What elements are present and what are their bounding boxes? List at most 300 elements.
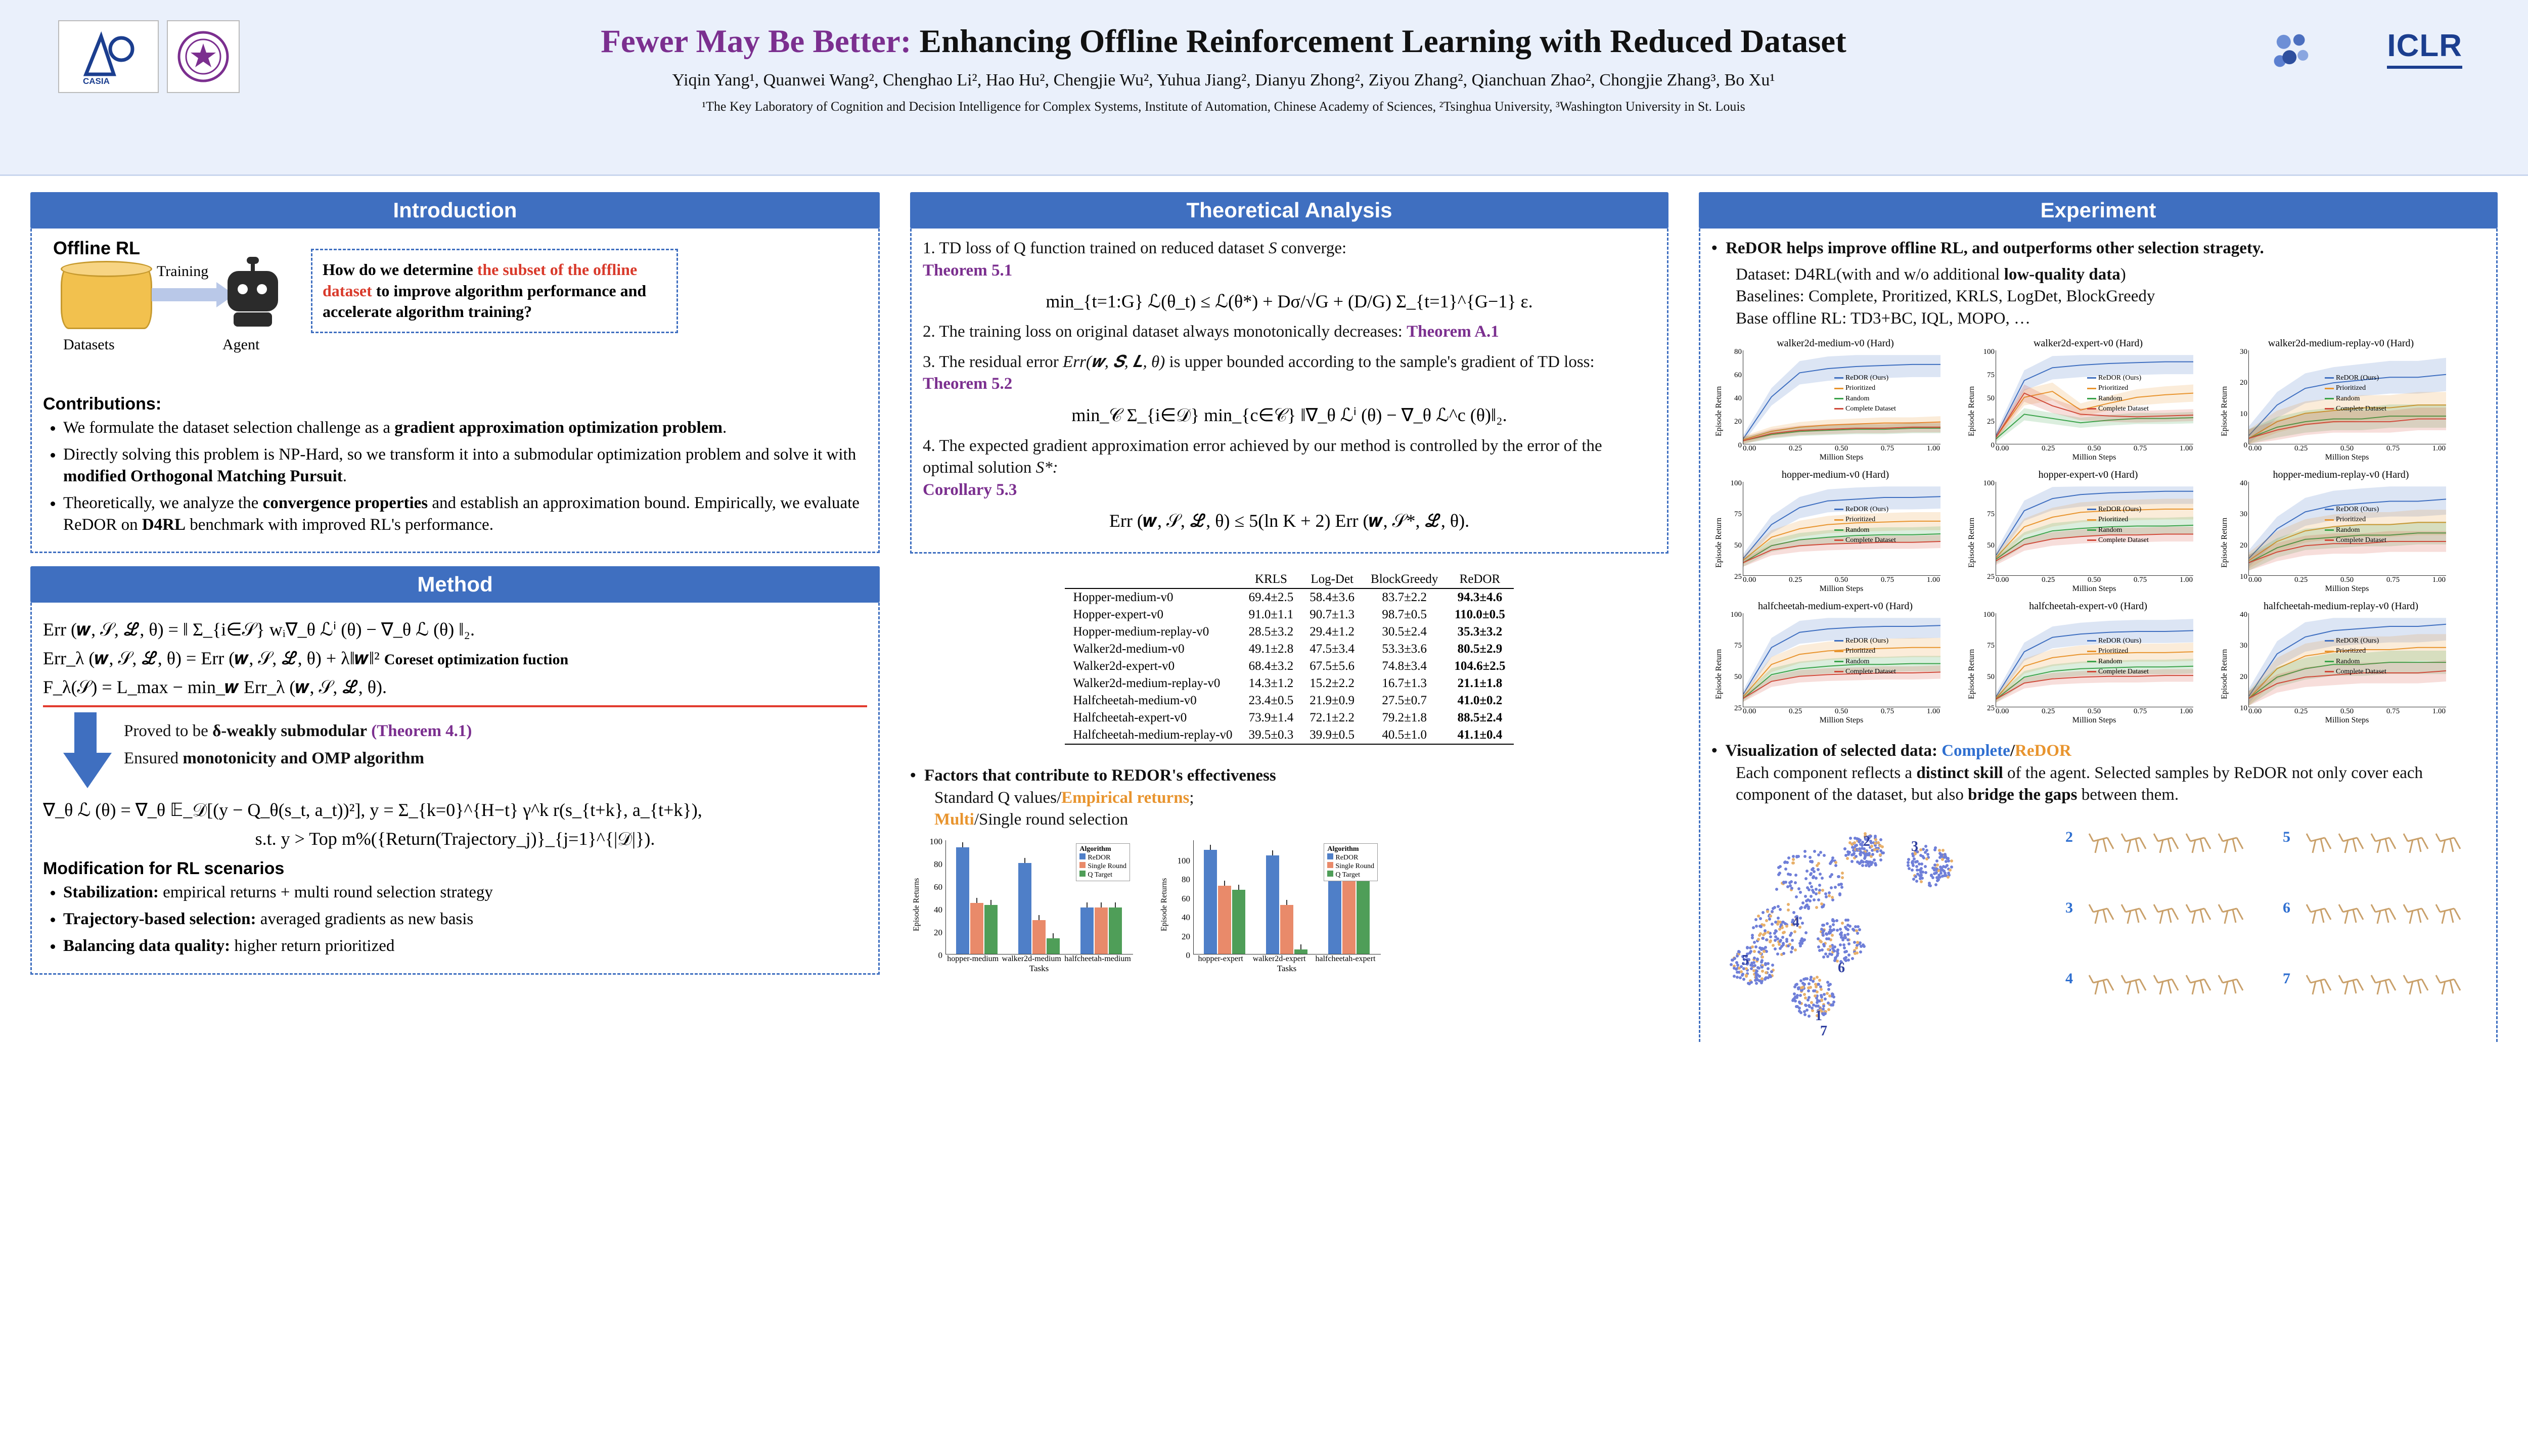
table-cell: 53.3±3.6 — [1382, 642, 1427, 656]
x-tick-labels — [2248, 707, 2446, 716]
x-tick: 0.00 — [1743, 707, 1756, 716]
scatter-point — [1852, 928, 1855, 931]
scatter-point — [1918, 862, 1921, 866]
x-tick: 1.00 — [1926, 444, 1940, 453]
scatter-point — [1773, 906, 1776, 909]
scatter-point — [1766, 910, 1769, 913]
x-tick: 0.25 — [2294, 444, 2308, 453]
proved-line — [124, 720, 867, 743]
y-tick-labels — [1727, 347, 1742, 449]
table-cell: 73.9±1.4 — [1248, 711, 1294, 725]
scatter-point — [1815, 906, 1818, 909]
col-head-3: BlockGreedy — [1363, 571, 1446, 588]
scatter-point — [1761, 956, 1764, 959]
scatter-point — [1935, 868, 1938, 871]
legend-item: Complete Dataset — [1834, 404, 1896, 414]
training-arrow-icon — [152, 288, 217, 301]
scatter-point — [1871, 853, 1874, 856]
x-tick: hopper-expert — [1198, 954, 1243, 964]
legend-item: Random — [2325, 394, 2386, 404]
legend-item: ReDOR — [1079, 853, 1126, 862]
legend-item: Single Round — [1327, 862, 1374, 871]
scatter-point — [1859, 861, 1862, 864]
results-table — [1065, 571, 1513, 745]
scatter-point — [1846, 857, 1849, 860]
x-tick: 1.00 — [2432, 444, 2446, 453]
x-tick: 0.50 — [1834, 444, 1848, 453]
theory-item-4-symbol: S*: — [1035, 459, 1058, 477]
scatter-point — [1818, 891, 1821, 894]
scatter-point — [1752, 969, 1755, 972]
scatter-point — [1832, 1000, 1835, 1004]
dataset-post: ) — [2120, 265, 2126, 284]
section-header-method: Method — [30, 566, 880, 603]
scatter-point — [1920, 880, 1923, 883]
scatter-point — [1844, 926, 1847, 929]
scatter-point — [1907, 861, 1910, 864]
factors-bullet: • Factors that contribute to REDOR's effectiveness — [910, 766, 1276, 785]
scatter-point — [1824, 1012, 1827, 1015]
scatter-point — [1874, 842, 1877, 845]
proved-bold: δ-weakly submodular — [212, 722, 367, 741]
x-tick-labels — [1743, 444, 1940, 453]
table-cell: 21.1±1.8 — [1457, 676, 1503, 691]
legend-item: Prioritized — [2087, 646, 2149, 656]
scatter-point — [1831, 896, 1834, 899]
y-tick-labels — [1979, 479, 1995, 581]
y-tick-labels — [1175, 840, 1190, 961]
legend-item: Complete Dataset — [2325, 404, 2386, 414]
scatter-point — [1926, 853, 1929, 856]
learning-curve-chart — [1964, 338, 2212, 464]
y-tick: 80 — [1734, 347, 1742, 356]
theory-body — [910, 229, 1668, 554]
experiment-bullet-1-text: ReDOR helps improve offline RL, and outperforms other selection stragety. — [1726, 239, 2264, 257]
scatter-point — [1947, 872, 1950, 875]
table-row — [1065, 606, 1513, 623]
chart-plot-area — [945, 840, 1133, 954]
scatter-point — [1805, 899, 1808, 902]
x-tick: 0.00 — [2248, 444, 2262, 453]
scatter-point — [1739, 976, 1742, 979]
learning-curve-chart — [1711, 601, 1959, 727]
table-cell: 23.4±0.5 — [1248, 694, 1294, 708]
x-axis-label: Million Steps — [2325, 716, 2369, 725]
scatter-point — [1849, 837, 1852, 840]
scatter-point — [1916, 869, 1919, 872]
scatter-point — [1830, 886, 1833, 889]
x-axis-label: Million Steps — [2072, 453, 2116, 462]
scatter-point — [1822, 943, 1825, 946]
scatter-point — [1832, 995, 1835, 998]
vis-text-b1: distinct skill — [1916, 763, 2003, 782]
scatter-point — [1782, 881, 1785, 884]
method-equation-4: ∇_θ ℒ (θ) = ∇_θ 𝔼_𝒟[(y − Q_θ(s_t, a_t))²], y = Σ_{k=0}^{H−t} γ^k r(s_{t+k}, a_{t+k}), — [43, 800, 702, 821]
scatter-point — [1846, 933, 1849, 936]
scatter-point — [1842, 943, 1845, 946]
scatter-point — [1851, 957, 1854, 960]
scatter-point — [1820, 988, 1823, 991]
sketch-label: 5 — [2283, 828, 2290, 845]
scatter-point — [1827, 988, 1830, 991]
y-tick: 80 — [934, 859, 942, 870]
legend-item: ReDOR (Ours) — [2325, 636, 2386, 646]
y-tick: 0 — [2243, 441, 2247, 449]
table-cell: 74.8±3.4 — [1382, 659, 1427, 673]
col-head-0 — [1065, 571, 1240, 588]
scatter-point — [1755, 925, 1758, 928]
x-tick: 0.00 — [1743, 576, 1756, 584]
scatter-point — [1846, 919, 1849, 922]
callout-post: to improve algorithm performance and accelerate algorithm training? — [323, 281, 647, 321]
row-label: Walker2d-medium-replay-v0 — [1073, 676, 1221, 691]
sketch-label: 2 — [2065, 828, 2073, 845]
scatter-point — [1777, 873, 1780, 876]
scatter-point — [1761, 970, 1764, 973]
scatter-point — [1831, 919, 1834, 922]
table-cell: 69.4±2.5 — [1241, 588, 1302, 606]
scatter-point — [1818, 949, 1821, 952]
row-label: Hopper-medium-replay-v0 — [1073, 625, 1209, 639]
scatter-point — [1941, 858, 1944, 861]
sketch-label: 6 — [2283, 899, 2290, 916]
scatter-point — [1794, 948, 1797, 951]
scatter-point — [1819, 873, 1822, 876]
scatter-point — [1800, 986, 1803, 989]
table-cell: 41.1±0.4 — [1446, 726, 1513, 744]
scatter-point — [1944, 853, 1947, 856]
vis-complete-label: Complete — [1942, 742, 2010, 760]
scatter-point — [1931, 876, 1934, 879]
scatter-point — [1879, 838, 1882, 841]
y-tick-labels — [1979, 347, 1995, 449]
scatter-point — [1879, 844, 1882, 847]
scatter-point — [1944, 872, 1947, 875]
scatter-point — [1810, 885, 1813, 888]
row-label: Halfcheetah-medium-replay-v0 — [1065, 726, 1240, 744]
legend-item: Prioritized — [1834, 646, 1896, 656]
chart-plot-area — [1996, 350, 2193, 444]
legend-item: ReDOR (Ours) — [1834, 636, 1896, 646]
scatter-point — [1942, 865, 1945, 868]
scatter-point — [1763, 924, 1766, 927]
scatter-point — [1807, 989, 1810, 992]
chart-plot-area — [2248, 482, 2446, 576]
table-row — [1065, 726, 1513, 744]
legend-item: Random — [1834, 525, 1896, 535]
y-tick: 100 — [1730, 610, 1742, 619]
y-axis-label: Episode Return — [2220, 649, 2229, 700]
theory-item-4 — [923, 435, 1656, 502]
y-tick: 50 — [1987, 394, 1995, 403]
y-tick: 25 — [1734, 704, 1742, 712]
chart-plot-area — [1996, 613, 2193, 707]
experiment-bullet-1: • ReDOR helps improve offline RL, and outperforms other selection stragety. — [1711, 239, 2264, 257]
tsne-scatter-plot — [1711, 813, 2065, 1039]
row-label: Halfcheetah-expert-v0 — [1073, 711, 1187, 725]
method-equation-2 — [43, 648, 867, 669]
scatter-point — [1767, 967, 1770, 970]
scatter-point — [1912, 864, 1915, 867]
legend-item: ReDOR (Ours) — [2087, 373, 2149, 383]
scatter-point — [1815, 892, 1818, 895]
table-cell: 80.5±2.9 — [1457, 642, 1503, 656]
section-header-introduction: Introduction — [30, 192, 880, 229]
scatter-point — [1803, 855, 1807, 858]
experiment-body — [1699, 229, 2498, 1042]
theory-item-2 — [923, 321, 1656, 343]
scatter-point — [1822, 1005, 1825, 1008]
method-body — [30, 603, 880, 975]
scatter-point — [1816, 864, 1819, 867]
scatter-point — [1858, 928, 1861, 931]
scatter-point — [1812, 989, 1815, 992]
scatter-point — [1799, 994, 1802, 997]
y-tick: 30 — [2240, 347, 2247, 356]
scatter-point — [1847, 942, 1850, 945]
legend-item: ReDOR (Ours) — [2325, 373, 2386, 383]
y-axis-label: Episode Return — [1967, 386, 1976, 437]
x-tick: 1.00 — [1926, 576, 1940, 584]
scatter-point — [1768, 918, 1771, 921]
scatter-point — [1816, 1001, 1819, 1004]
table-row — [1065, 709, 1513, 726]
y-axis-label: Episode Return — [2220, 386, 2229, 437]
y-tick: 50 — [1734, 541, 1742, 550]
scatter-point — [1794, 983, 1797, 986]
scatter-point — [1792, 858, 1795, 861]
legend-item: Prioritized — [2087, 515, 2149, 525]
scatter-point — [1818, 884, 1821, 887]
x-axis-label: Million Steps — [2325, 584, 2369, 594]
theory-item-1-post: converge: — [1277, 239, 1347, 257]
legend-item: ReDOR — [1327, 853, 1374, 862]
y-tick: 25 — [1987, 704, 1995, 712]
chart-legend — [2325, 373, 2386, 414]
chart-plot-area — [1743, 613, 1940, 707]
x-tick: 0.25 — [2041, 444, 2055, 453]
scatter-point — [1753, 964, 1756, 967]
scatter-point — [1790, 932, 1793, 935]
x-tick-labels — [1996, 707, 2193, 716]
scatter-point — [1950, 866, 1953, 869]
theory-item-1-pre: 1. TD loss of Q function trained on reduced dataset — [923, 239, 1269, 257]
theory-equation-1: min_{t=1:G} ℒ(θ_t) ≤ ℒ(θ*) + Dσ/√G + (D/G) Σ_{t=1}^{G−1} ε. — [1046, 291, 1533, 312]
scatter-point — [1792, 911, 1795, 914]
y-tick: 75 — [1987, 371, 1995, 379]
x-tick: 0.50 — [2087, 576, 2101, 584]
skill-sketch-panel — [2065, 813, 2480, 1031]
scatter-point — [1934, 872, 1937, 875]
scatter-point — [1782, 952, 1785, 955]
scatter-point — [1784, 868, 1787, 871]
learning-curve-chart — [1964, 601, 2212, 727]
training-label: Training — [157, 263, 209, 280]
scatter-point — [1747, 982, 1750, 985]
sketch-label: 3 — [2065, 899, 2073, 916]
scatter-point — [1813, 870, 1816, 873]
coreset-label: Coreset optimization fuction — [384, 651, 569, 668]
factor-1-em: Empirical returns — [1061, 788, 1190, 807]
scatter-point — [1828, 932, 1831, 935]
method-equation-5: s.t. y > Top m%({Return(Trajectory_j)}_{j=1}^{|𝒟|}). — [255, 829, 655, 849]
section-header-theory: Theoretical Analysis — [910, 192, 1668, 229]
scatter-point — [1879, 853, 1882, 856]
scatter-point — [1908, 867, 1911, 870]
scatter-point — [1839, 928, 1842, 931]
x-tick: 0.50 — [2087, 444, 2101, 453]
scatter-point — [1774, 929, 1777, 932]
x-tick: 0.75 — [1880, 444, 1894, 453]
chart-title: hopper-medium-replay-v0 (Hard) — [2273, 469, 2409, 481]
table-cell: 30.5±2.4 — [1382, 625, 1427, 639]
y-tick-labels — [1727, 479, 1742, 581]
scatter-point — [1829, 925, 1832, 928]
scatter-point — [1826, 922, 1829, 925]
chart-plot-area — [1743, 350, 1940, 444]
scatter-point — [1751, 945, 1754, 948]
scatter-point — [1769, 940, 1772, 943]
table-cell: 16.7±1.3 — [1382, 676, 1427, 691]
scatter-point — [1928, 884, 1931, 887]
scatter-point — [1776, 923, 1779, 926]
scatter-point — [1911, 869, 1914, 872]
y-tick: 100 — [929, 837, 942, 847]
scatter-point — [1776, 952, 1779, 956]
method-equation-3: F_λ(𝒮) = L_max − min_𝒘 Err_λ (𝒘, 𝒮, ℒ, θ). — [43, 677, 387, 698]
scatter-point — [1911, 861, 1914, 864]
scatter-point — [1777, 866, 1780, 869]
scatter-point — [1861, 864, 1864, 867]
scatter-point — [1804, 931, 1808, 934]
scatter-point — [1804, 877, 1808, 880]
scatter-point — [1803, 993, 1806, 996]
learning-curve-chart — [2217, 601, 2465, 727]
scatter-point — [1913, 857, 1916, 860]
table-cell: 90.7±1.3 — [1310, 608, 1355, 622]
sketch-label: 4 — [2065, 970, 2073, 987]
y-tick: 80 — [1182, 875, 1190, 885]
table-cell: 15.2±2.2 — [1310, 676, 1355, 691]
scatter-point — [1837, 875, 1840, 878]
legend-item: Random — [2325, 525, 2386, 535]
scatter-point — [1769, 935, 1772, 938]
scatter-point — [1735, 961, 1738, 964]
scatter-point — [1829, 983, 1832, 986]
scatter-point — [1839, 883, 1842, 886]
scatter-point — [1939, 853, 1943, 856]
y-tick: 0 — [1738, 441, 1742, 449]
experiment-bullet-2: • Visualization of selected data: Complete/ReDOR — [1711, 742, 2071, 760]
y-tick: 30 — [2240, 510, 2247, 519]
scatter-point — [1767, 962, 1770, 965]
factor-line-1 — [934, 787, 1668, 809]
x-axis-label: Million Steps — [1819, 584, 1864, 594]
chart-legend — [1834, 505, 1896, 545]
vis-text-pre: Each component reflects a — [1736, 763, 1917, 782]
legend-item: Random — [1834, 394, 1896, 404]
chart-legend — [2087, 373, 2149, 414]
scatter-point — [1733, 975, 1736, 978]
chart-legend — [1834, 373, 1896, 414]
scatter-point — [1769, 915, 1772, 918]
col-head-4: ReDOR — [1446, 571, 1513, 588]
conference-name: ICLR — [2387, 28, 2462, 69]
section-header-experiment: Experiment — [1699, 192, 2498, 229]
scatter-point — [1808, 996, 1811, 999]
scatter-point — [1863, 945, 1866, 948]
y-axis-label: Episode Returns — [912, 878, 921, 932]
bar-chart-medium — [910, 837, 1148, 992]
table-row — [1065, 641, 1513, 658]
scatter-point — [1755, 982, 1758, 985]
y-tick: 100 — [1983, 610, 1995, 619]
scatter-point — [1950, 859, 1953, 862]
scatter-point — [1871, 861, 1874, 864]
scatter-point — [1824, 892, 1827, 895]
scatter-point — [1864, 855, 1867, 858]
method-equation-1: Err (𝒘, 𝒮, ℒ, θ) = ‖ Σ_{i∈𝒮} wᵢ∇_θ ℒⁱ (θ) − ∇_θ ℒ (θ) ‖₂. — [43, 619, 475, 640]
ensured-pre: Ensured — [124, 749, 183, 767]
x-tick: 0.25 — [2294, 576, 2308, 584]
chart-legend — [2325, 636, 2386, 677]
y-tick: 100 — [1730, 479, 1742, 487]
scatter-point — [1817, 945, 1820, 948]
scatter-point — [1805, 870, 1809, 873]
scatter-point — [1787, 944, 1790, 947]
scatter-point — [1829, 875, 1832, 878]
iclr-logo-icon — [2272, 30, 2311, 69]
scatter-point — [1808, 982, 1811, 985]
scatter-point — [1916, 873, 1919, 876]
ensured-line — [124, 748, 867, 770]
scatter-point — [1915, 880, 1918, 883]
cluster-number: 3 — [1911, 838, 1918, 854]
y-axis-label: Episode Return — [2220, 518, 2229, 568]
y-tick: 40 — [1734, 394, 1742, 403]
y-axis-label: Episode Return — [1714, 518, 1723, 568]
y-tick: 20 — [1734, 418, 1742, 426]
table-cell: 72.1±2.2 — [1310, 711, 1355, 725]
x-tick: 0.25 — [2041, 576, 2055, 584]
scatter-point — [1824, 997, 1827, 1000]
theory-item-2-text: 2. The training loss on original dataset always monotonically decreases: — [923, 323, 1407, 341]
scatter-point — [1865, 860, 1868, 863]
legend-item: Prioritized — [2325, 646, 2386, 656]
cluster-number: 6 — [1838, 960, 1845, 976]
scatter-point — [1907, 858, 1910, 861]
y-tick: 20 — [2240, 672, 2247, 681]
x-tick: 0.00 — [1996, 707, 2009, 716]
y-tick: 100 — [1983, 347, 1995, 356]
bar — [1232, 890, 1245, 954]
y-tick: 20 — [2240, 379, 2247, 387]
x-tick: 0.50 — [2340, 576, 2354, 584]
table-cell: 98.7±0.5 — [1382, 608, 1427, 622]
row-label: Walker2d-expert-v0 — [1073, 659, 1175, 673]
theorem-a-1: Theorem A.1 — [1407, 323, 1499, 341]
sketch-label: 7 — [2283, 970, 2290, 987]
factor-1-pre: Standard Q values/ — [934, 788, 1062, 807]
scatter-point — [1755, 976, 1758, 979]
scatter-point — [1814, 994, 1817, 997]
scatter-point — [1763, 950, 1766, 953]
scatter-point — [1799, 891, 1802, 894]
bar — [1095, 907, 1108, 954]
scatter-point — [1821, 931, 1824, 934]
scatter-point — [1874, 838, 1877, 841]
page-title — [283, 23, 2164, 61]
